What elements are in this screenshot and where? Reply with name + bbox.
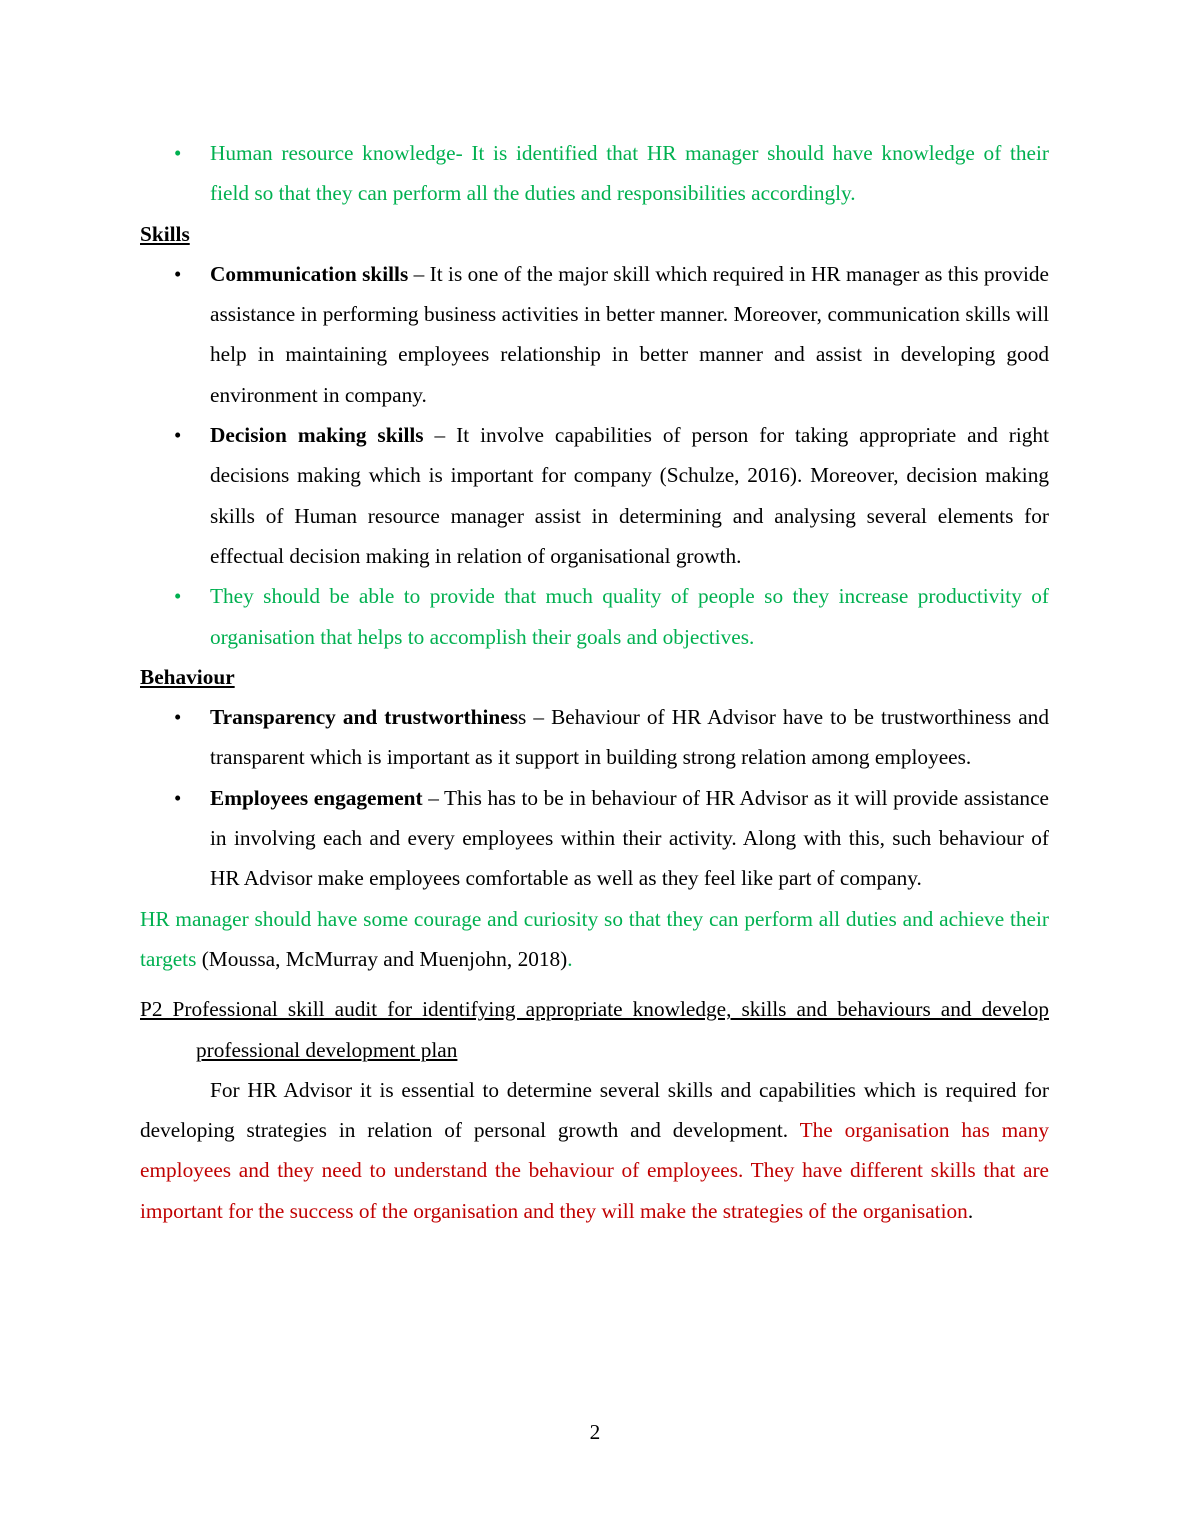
bullet-icon: • bbox=[174, 785, 182, 810]
bullet-icon: • bbox=[174, 423, 182, 448]
list-item-description: – It involve capabilities of person for taking appropriate and right decisions making which is important for company (Schulze, 2016). Moreover, decision making skills of Human resource manager assist in determining and analysing several elements for effectual decision making in relation of organisational growth. bbox=[210, 423, 1050, 568]
list-item-term: Transparency and trustworthines bbox=[210, 705, 518, 730]
list-item-text bbox=[210, 254, 1049, 415]
list-item-text: They should be able to provide that much quality of people so they increase productivity of organisation that helps to accomplish their goals and objectives. bbox=[210, 584, 1049, 649]
list-item-text: Human resource knowledge- It is identified that HR manager should have knowledge of their field so that they can perform all the duties and responsibilities accordingly. bbox=[210, 141, 1049, 206]
behaviour-list bbox=[140, 697, 1049, 898]
list-item-term: Decision making skills bbox=[210, 423, 424, 448]
list-item-description: s – Behaviour of HR Advisor have to be trustworthiness and transparent which is important as it support in building strong relation among employees. bbox=[210, 705, 1049, 770]
list-item-text bbox=[210, 697, 1049, 778]
list-item-transparency bbox=[140, 697, 1049, 778]
list-item-quality-of-people bbox=[140, 576, 1049, 657]
p2-body-paragraph bbox=[140, 1070, 1049, 1231]
skills-heading: Skills bbox=[140, 221, 190, 246]
list-item-text bbox=[210, 415, 1049, 576]
list-item-text bbox=[210, 778, 1049, 899]
bullet-icon: • bbox=[174, 705, 182, 730]
list-item-employees-engagement bbox=[140, 778, 1049, 899]
p2-body-highlight: The organisation has many employees and they need to understand the behaviour of employees. They have different skills that are important for the success of the organisation and they will make the strategies of the organisation bbox=[140, 1118, 1049, 1223]
p2-body-text: For HR Advisor it is essential to determine several skills and capabilities which is required for developing strategies in relation of personal growth and development. bbox=[140, 1077, 1049, 1143]
bullet-icon: • bbox=[174, 141, 182, 165]
closing-text: HR manager should have some courage and curiosity so that they can perform all duties and achieve their targets bbox=[140, 906, 1049, 971]
list-item-description: – This has to be in behaviour of HR Advisor as it will provide assistance in involving each and every employees within their activity. Along with this, such behaviour of HR Advisor make employees comfortable as well as they feel like part of company. bbox=[210, 785, 1049, 891]
behaviour-heading: Behaviour bbox=[140, 664, 235, 689]
page-number: 2 bbox=[589, 1420, 601, 1444]
knowledge-list bbox=[140, 133, 1049, 214]
list-item-communication-skills bbox=[140, 254, 1049, 415]
list-item-decision-making-skills bbox=[140, 415, 1049, 576]
skills-list bbox=[140, 254, 1049, 657]
p2-section-heading: P2 Professional skill audit for identifying appropriate knowledge, skills and behaviours and develop professional development plan bbox=[140, 997, 1049, 1062]
p2-end-mark: . bbox=[967, 1198, 974, 1223]
list-item-hr-knowledge bbox=[140, 133, 1049, 214]
document-page bbox=[140, 133, 1049, 1231]
bullet-icon: • bbox=[174, 261, 182, 286]
closing-paragraph bbox=[140, 899, 1049, 980]
list-item-term: Employees engagement bbox=[210, 785, 423, 810]
list-item-description: – It is one of the major skill which required in HR manager as this provide assistance in performing business activities in better manner. Moreover, communication skills will help in maintaining employees relationship in better manner and assist in developing good environment in company. bbox=[210, 261, 1049, 407]
list-item-term: Communication skills bbox=[210, 261, 409, 286]
bullet-icon: • bbox=[174, 584, 182, 609]
closing-end-mark: . bbox=[567, 946, 573, 971]
citation: (Moussa, McMurray and Muenjohn, 2018) bbox=[196, 946, 568, 971]
